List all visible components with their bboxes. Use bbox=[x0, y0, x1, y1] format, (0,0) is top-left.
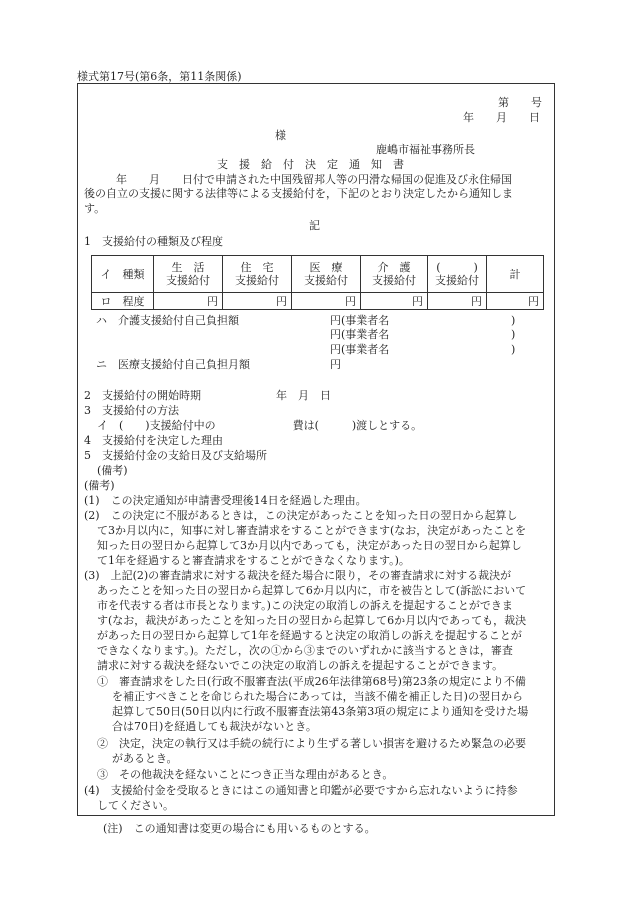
note-3-line-7: 請求に対する裁決を経ないでこの決定の取消しの訴えを提起することができます。 bbox=[97, 659, 504, 672]
ha-close-1: ) bbox=[511, 314, 516, 327]
intro-line-3: す。 bbox=[84, 202, 106, 215]
sender-name: 鹿嶋市福祉事務所長 bbox=[376, 143, 475, 156]
case-2-line-1: ② 決定，決定の執行又は手続の続行により生ずる著しい損害を避けるため緊急の必要 bbox=[97, 737, 526, 750]
form-number: 様式第17号(第6条，第11条関係) bbox=[77, 70, 242, 83]
note-3-line-5: があった日の翌日から起算して1年を経過すると決定の取消しの訴えを提起することが bbox=[97, 629, 522, 642]
reason-label: 4 支援給付を決定した理由 bbox=[84, 434, 223, 447]
note-1: (1) この決定通知が申請書受理後14日を経過した理由。 bbox=[84, 494, 367, 507]
row-degree-label: ロ 程度 bbox=[92, 293, 154, 310]
notes-heading: (備考) bbox=[84, 479, 115, 492]
col-nursing: 介 護 支援給付 bbox=[361, 256, 428, 293]
start-label: 2 支援給付の開始時期 bbox=[84, 389, 201, 402]
intro-line-1: 年 月 日付で申請された中国残留邦人等の円滑な帰国の促進及び永住帰国 bbox=[116, 173, 512, 186]
ha-label: ハ 介護支援給付自己負担額 bbox=[96, 314, 239, 327]
case-1-line-1: ① 審査請求をした日(行政不服審査法(平成26年法律第68号)第23条の規定により不備 bbox=[97, 675, 526, 688]
note-2-line-3: 知った日の翌日から起算して3か月以内であっても，決定があった日の翌日から起算し bbox=[97, 539, 522, 552]
ni-label: ニ 医療支援給付自己負担月額 bbox=[96, 358, 250, 371]
method-line: イ ( )支援給付中の 費は( )渡しとする。 bbox=[97, 419, 423, 432]
case-1-line-3: 起算して50日(50日以内に行政不服審査法第43条第3項の規定により通知を受けた場 bbox=[112, 705, 529, 718]
note-4-line-2: してください。 bbox=[97, 799, 174, 812]
ni-value: 円 bbox=[330, 358, 341, 371]
ha-line-2: 円(事業者名 bbox=[330, 328, 390, 341]
case-2-line-2: があるとき。 bbox=[112, 752, 178, 765]
case-1-line-2: を補正すべきことを命じられた場合にあっては，当該不備を補正した日)の翌日から bbox=[112, 690, 523, 703]
intro-line-2: 後の自立の支援に関する法律等による支援給付を，下記のとおり決定したから通知しま bbox=[84, 187, 513, 200]
col-other: ( ) 支援給付 bbox=[428, 256, 487, 293]
amount-livelihood: 円 bbox=[154, 293, 223, 310]
amount-housing: 円 bbox=[223, 293, 292, 310]
addressee-suffix: 様 bbox=[275, 129, 286, 142]
amount-nursing: 円 bbox=[361, 293, 428, 310]
amount-medical: 円 bbox=[292, 293, 361, 310]
document-date: 年 月 日 bbox=[463, 111, 540, 124]
amount-total: 円 bbox=[487, 293, 544, 310]
col-housing: 住 宅 支援給付 bbox=[223, 256, 292, 293]
document-number: 第 号 bbox=[498, 96, 542, 109]
method-label: 3 支援給付の方法 bbox=[84, 404, 179, 417]
col-total: 計 bbox=[487, 256, 544, 293]
section-1-title: 1 支援給付の種類及び程度 bbox=[84, 235, 223, 248]
note-2-line-4: て1年を経過すると審査請求をすることができなくなります。)。 bbox=[97, 554, 410, 567]
note-2-line-2: て3か月以内に，知事に対し審査請求をすることができます(なお，決定があったことを bbox=[97, 524, 527, 537]
bikou-inner: (備考) bbox=[97, 464, 128, 477]
note-3-line-4: す(なお，裁決があったことを知った日の翌日から起算して6か月以内であっても，裁決 bbox=[97, 614, 527, 627]
col-livelihood: 生 活 支援給付 bbox=[154, 256, 223, 293]
case-1-line-4: 合は70日)を経過しても裁決がないとき。 bbox=[112, 720, 317, 733]
ha-line-1: 円(事業者名 bbox=[330, 314, 390, 327]
ha-line-3: 円(事業者名 bbox=[330, 343, 390, 356]
col-medical: 医 療 支援給付 bbox=[292, 256, 361, 293]
benefit-table bbox=[91, 255, 544, 310]
note-3-line-1: (3) 上記(2)の審査請求に対する裁決を経た場合に限り，その審査請求に対する裁決が bbox=[84, 569, 512, 582]
payment-label: 5 支援給付金の支給日及び支給場所 bbox=[84, 449, 267, 462]
ha-close-3: ) bbox=[511, 343, 516, 356]
footer-note: (注) この通知書は変更の場合にも用いるものとする。 bbox=[103, 822, 376, 835]
amount-other: 円 bbox=[428, 293, 487, 310]
start-date: 年 月 日 bbox=[276, 389, 331, 402]
ki-heading: 記 bbox=[309, 219, 320, 232]
note-4-line-1: (4) 支援給付金を受取るときにはこの通知書と印鑑が必要ですから忘れないように持参 bbox=[84, 784, 518, 797]
case-3: ③ その他裁決を経ないことにつき正当な理由があるとき。 bbox=[97, 768, 394, 781]
note-3-line-6: できなくなります。)。ただし，次の①から③までのいずれかに該当するときは，審査 bbox=[97, 644, 513, 657]
document-title: 支 援 給 付 決 定 通 知 書 bbox=[217, 158, 404, 171]
row-kind-label: イ 種類 bbox=[92, 256, 154, 293]
ha-close-2: ) bbox=[511, 328, 516, 341]
note-3-line-2: あったことを知った日の翌日から起算して6か月以内に，市を被告として(訴訟において bbox=[97, 584, 527, 597]
note-2-line-1: (2) この決定に不服があるときは，この決定があったことを知った日の翌日から起算し bbox=[84, 509, 518, 522]
note-3-line-3: 市を代表する者は市長となります。)この決定の取消しの訴えを提起することができま bbox=[97, 599, 513, 612]
